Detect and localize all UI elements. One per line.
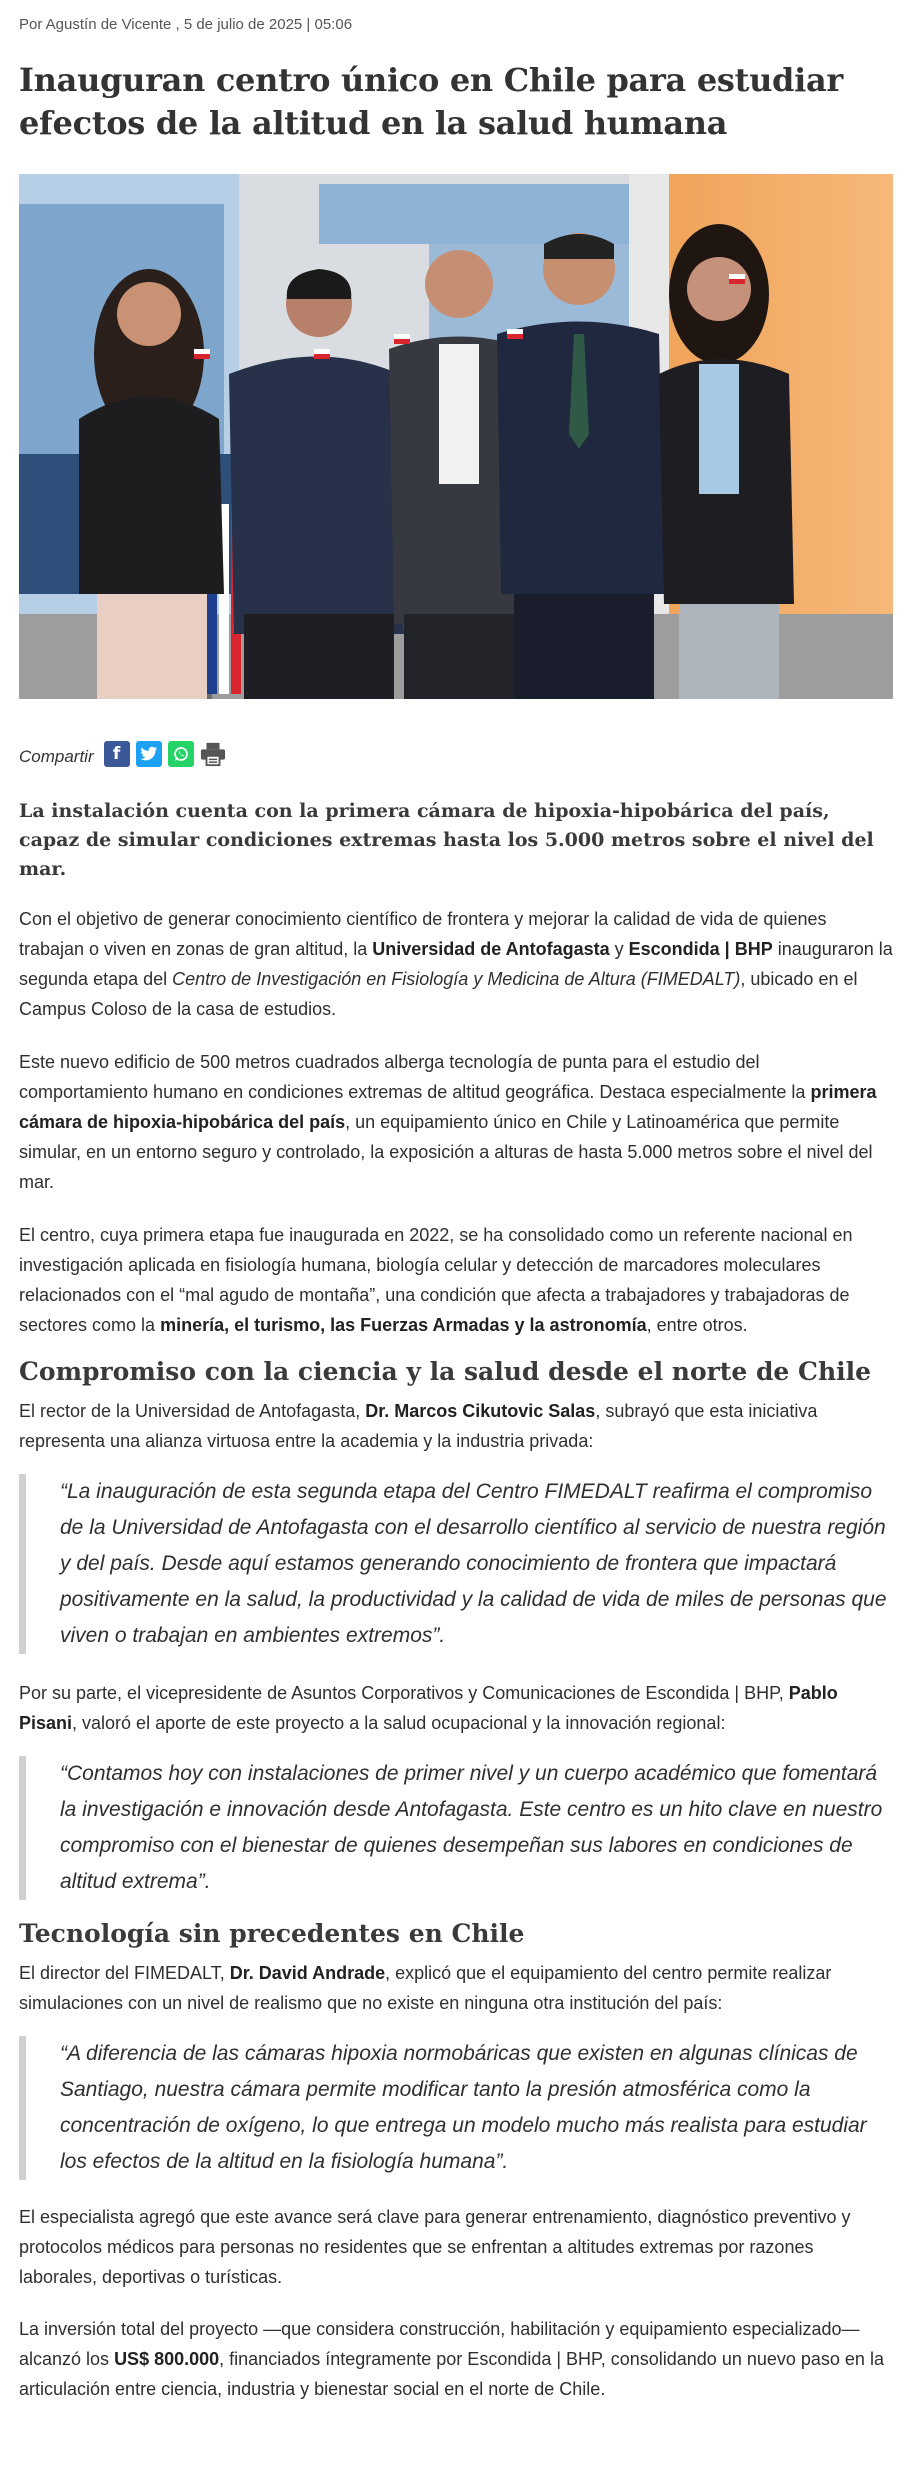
paragraph-4 (19, 1396, 893, 1456)
twitter-icon[interactable] (136, 741, 162, 767)
text: El director del FIMEDALT, (19, 1963, 230, 1983)
bold-text: US$ 800.000 (114, 2349, 220, 2369)
text: , entre otros. (646, 1315, 748, 1335)
section-heading-2: Tecnología sin precedentes en Chile (19, 1919, 525, 1948)
text: , valoró el aporte de este proyecto a la salud ocupacional y la innovación regional: (72, 1713, 726, 1733)
text: y (609, 939, 629, 959)
article-title: Inauguran centro único en Chile para estudiar efectos de la altitud en la salud humana (19, 61, 843, 142)
bold-text: Escondida | BHP (628, 939, 773, 959)
paragraph-5 (19, 1678, 893, 1738)
bold-text: Pablo Pisani (19, 1683, 838, 1733)
hero-image[interactable] (19, 174, 893, 699)
paragraph-2 (19, 1047, 893, 1197)
share-label: Compartir (19, 747, 94, 766)
text: , subrayó que esta iniciativa representa una alianza virtuosa entre la academia y la industria privada: (19, 1401, 818, 1451)
quote-1: “La inauguración de esta segunda etapa del Centro FIMEDALT reafirma el compromiso de la Universidad de Antofagasta con el desarrollo científico al servicio de nuestra región y del país. Desde aquí estamos generando conocimiento de frontera que impactará positivamente en la salud, la productividad y la calidad de vida de miles de personas que viven o trabajan en ambientes extremos”. (19, 1474, 893, 1654)
text: Con el objetivo de generar conocimiento científico de frontera y mejorar la calidad de vida de quienes trabajan o viven en zonas de gran altitud, la (19, 909, 827, 959)
text: La inversión total del proyecto —que considera construcción, habilitación y equipamiento especializado— alcanzó los (19, 2319, 860, 2369)
paragraph-1 (19, 904, 893, 1024)
bold-text: primera cámara de hipoxia-hipobárica del país (19, 1082, 877, 1132)
article-lead: La instalación cuenta con la primera cámara de hipoxia-hipobárica del país, capaz de simular condiciones extremas hasta los 5.000 metros sobre el nivel del mar. (19, 800, 874, 880)
quote-2: “Contamos hoy con instalaciones de primer nivel y un cuerpo académico que fomentará la investigación e innovación desde Antofagasta. Este centro es un hito clave en nuestro compromiso con el bienestar de quienes desempeñan sus labores en condiciones de altitud extrema”. (19, 1756, 893, 1900)
print-icon[interactable] (200, 741, 226, 767)
quote-3: “A diferencia de las cámaras hipoxia normobáricas que existen en algunas clínicas de Santiago, nuestra cámara permite modificar tanto la presión atmosférica como la concentración de oxígeno, lo que entrega un modelo mucho más realista para estudiar los efectos de la altitud en la fisiología humana”. (19, 2036, 893, 2180)
text: inauguraron la segunda etapa del (19, 939, 893, 989)
paragraph-8 (19, 2314, 893, 2404)
section-heading-1: Compromiso con la ciencia y la salud desde el norte de Chile (19, 1357, 872, 1386)
bold-text: Dr. David Andrade (229, 1963, 386, 1983)
text: , ubicado en el Campus Coloso de la casa de estudios. (19, 969, 858, 1019)
whatsapp-icon[interactable] (168, 741, 194, 767)
paragraph-3 (19, 1220, 893, 1340)
ribbon-cutting-photo (19, 174, 893, 699)
text: , un equipamiento único en Chile y Latinoamérica que permite simular, en un entorno seguro y controlado, la exposición a alturas de hasta 5.000 metros sobre el nivel del mar. (19, 1112, 873, 1192)
text: El centro, cuya primera etapa fue inaugurada en 2022, se ha consolidado como un referente nacional en investigación aplicada en fisiología humana, biología celular y detección de marcadores moleculares relacionados con el “mal agudo de montaña”, una condición que afecta a trabajadores y trabajadoras de sectores como la (19, 1225, 853, 1335)
byline: Por Agustín de Vicente , 5 de julio de 2025 | 05:06 (19, 16, 353, 33)
text: , explicó que el equipamiento del centro permite realizar simulaciones con un nivel de realismo que no existe en ninguna otra institución del país: (19, 1963, 832, 2013)
text: Este nuevo edificio de 500 metros cuadrados alberga tecnología de punta para el estudio del comportamiento humano en condiciones extremas de altitud geográfica. Destaca especialmente la (19, 1052, 811, 1102)
bold-text: Dr. Marcos Cikutovic Salas (365, 1401, 596, 1421)
text: El rector de la Universidad de Antofagasta, (19, 1401, 366, 1421)
italic-text: Centro de Investigación en Fisiología y Medicina de Altura (FIMEDALT) (172, 969, 741, 989)
bold-text: Universidad de Antofagasta (372, 939, 610, 959)
bold-text: minería, el turismo, las Fuerzas Armadas y la astronomía (160, 1315, 647, 1335)
paragraph-6 (19, 1958, 893, 2018)
text: , financiados íntegramente por Escondida | BHP, consolidando un nuevo paso en la articulación entre ciencia, industria y bienestar social en el norte de Chile. (19, 2349, 884, 2399)
paragraph-7: El especialista agregó que este avance será clave para generar entrenamiento, diagnóstico preventivo y protocolos médicos para personas no residentes que se enfrentan a altitudes extremas por razones laborales, deportivas o turísticas. (19, 2207, 851, 2287)
share-bar (19, 739, 893, 769)
article (0, 15, 912, 2404)
text: Por su parte, el vicepresidente de Asuntos Corporativos y Comunicaciones de Escondida | BHP, (19, 1683, 789, 1703)
facebook-icon[interactable]: f (104, 741, 130, 767)
